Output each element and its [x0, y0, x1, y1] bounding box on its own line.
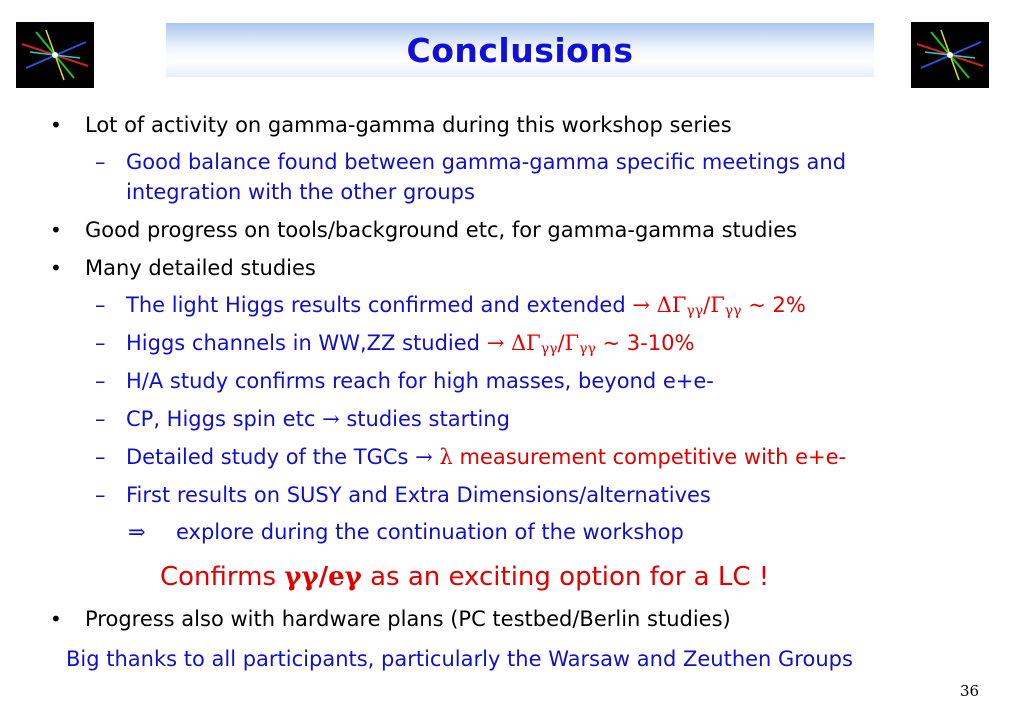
sub-bullet-cp-spin [126, 407, 510, 432]
gamma-symbol: Γ [710, 293, 725, 317]
sub-bullet-balance-line2: integration with the other groups [126, 180, 475, 204]
delta-gamma-symbol: ΔΓ [510, 331, 541, 355]
dash-marker: – [95, 293, 106, 317]
bullet-marker: • [50, 256, 62, 280]
sub-bullet-balance-line1: Good balance found between gamma-gamma specific meetings and [126, 150, 847, 174]
delta-gamma-symbol: ΔΓ [656, 293, 687, 317]
slash: / [703, 293, 711, 317]
gamma-gamma-subscript: γγ [540, 341, 558, 357]
dash-marker: – [95, 445, 106, 469]
bullet-hardware: Progress also with hardware plans (PC testbed/Berlin studies) [85, 607, 731, 631]
implies-arrow-icon: ⇒ [128, 520, 146, 544]
dash-marker: – [95, 407, 106, 431]
implication-text: explore during the continuation of the workshop [176, 520, 684, 544]
bullet-marker: • [50, 113, 62, 137]
sub-bullet-higgs-channels [126, 331, 694, 362]
arrow-right-icon: → [322, 407, 340, 431]
bullet-activity: Lot of activity on gamma-gamma during this workshop series [85, 113, 732, 137]
precision-value: ~ 3-10% [595, 331, 695, 355]
highlight-pre: Confirms [160, 562, 285, 592]
thanks-line: Big thanks to all participants, particularly the Warsaw and Zeuthen Groups [66, 647, 853, 671]
cp-spin-rest: studies starting [346, 407, 510, 431]
arrow-right-icon: → [486, 331, 505, 355]
tgc-text: Detailed study of the TGCs [126, 445, 409, 469]
light-higgs-text: The light Higgs results confirmed and extended [126, 293, 626, 317]
implication-line [128, 520, 684, 545]
arrow-right-icon: → [415, 445, 433, 469]
cp-spin-text: CP, Higgs spin etc [126, 407, 316, 431]
lambda-symbol: λ [439, 445, 453, 469]
highlight-post: as an exciting option for a LC ! [361, 562, 770, 592]
higgs-channels-text: Higgs channels in WW,ZZ studied [126, 331, 480, 355]
sub-bullet-light-higgs [126, 293, 806, 324]
dash-marker: – [95, 369, 106, 393]
highlight-symbols: γγ/eγ [284, 562, 362, 592]
sub-bullet-ha-study: H/A study confirms reach for high masses, beyond e+e- [126, 369, 714, 393]
arrow-right-icon: → [632, 293, 650, 317]
precision-value: ~ 2% [741, 293, 806, 317]
bullet-progress-tools: Good progress on tools/background etc, for gamma-gamma studies [85, 218, 798, 242]
bullet-marker: • [50, 607, 62, 631]
particle-collision-icon [16, 22, 94, 88]
dash-marker: – [95, 150, 106, 174]
sub-bullet-susy: First results on SUSY and Extra Dimensions/alternatives [126, 483, 711, 507]
particle-collision-icon [911, 22, 989, 88]
tgc-measurement: measurement competitive with e+e- [459, 445, 847, 469]
page-number: 36 [960, 682, 980, 700]
title-banner [166, 23, 874, 77]
dash-marker: – [95, 331, 106, 355]
event-display-logo-right [911, 22, 989, 88]
gamma-symbol: Γ [564, 331, 580, 355]
event-display-logo-left [16, 22, 94, 88]
sub-bullet-tgc [126, 445, 846, 470]
slash: / [557, 331, 565, 355]
dash-marker: – [95, 483, 106, 507]
bullet-detailed-studies: Many detailed studies [85, 256, 316, 280]
gamma-gamma-subscript: γγ [724, 303, 742, 319]
slide-title: Conclusions [406, 30, 634, 70]
highlight-conclusion [160, 562, 769, 592]
bullet-marker: • [50, 218, 62, 242]
gamma-gamma-subscript: γγ [579, 341, 596, 357]
gamma-gamma-subscript: γγ [686, 303, 704, 319]
